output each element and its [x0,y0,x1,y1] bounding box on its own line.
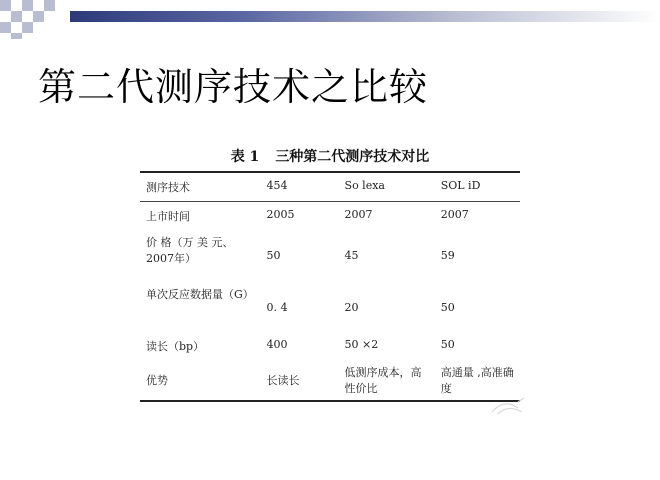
comparison-table [140,171,520,402]
table-cell: 2007 [440,208,469,221]
row-label-price: 价 格（万 美 元、2007年） [146,236,234,265]
table-cell: 2007 [344,208,373,221]
table-cell: 长读长 [266,374,300,387]
watermark-icon [488,396,528,416]
row-label-data-volume: 单次反应数据量（G） [146,288,254,301]
table-cell: 50 [266,248,281,262]
slide-title: 第二代测序技术之比较 [38,65,429,109]
table-row [140,202,520,229]
header-cell-454: 454 [261,172,339,202]
header-cell-solexa: So lexa [339,172,435,202]
table-caption-number: 表 1 [230,149,260,165]
header-cell-solid: SOL iD [435,172,520,202]
table-cell: 50 ×2 [344,338,379,351]
table-cell: 高通量 ,高准确度 [440,366,514,395]
table-cell: 20 [344,300,359,314]
table-cell: 2005 [266,208,295,221]
table-cell: 50 [440,300,455,314]
table-cell: 0. 4 [266,300,288,314]
table-row [140,228,520,280]
table-caption-text: 三种第二代测序技术对比 [275,149,430,165]
table-caption [140,146,520,166]
table-row [140,280,520,332]
table-header-row [140,172,520,202]
row-label-read-length: 读长（bp） [146,340,205,353]
table-cell: 50 [440,338,455,351]
header-decoration [0,0,660,42]
row-label-advantage: 优势 [146,374,168,387]
table-row [140,332,520,358]
table-cell: 59 [440,248,455,262]
table-cell: 低测序成本，高性价比 [344,366,422,395]
table-row [140,358,520,401]
table-cell: 400 [266,338,288,351]
row-label-launch-time: 上市时间 [146,210,190,223]
header-cell-technology: 测序技术 [140,172,261,202]
header-gradient-bar [70,11,660,22]
table-cell: 45 [344,248,359,262]
